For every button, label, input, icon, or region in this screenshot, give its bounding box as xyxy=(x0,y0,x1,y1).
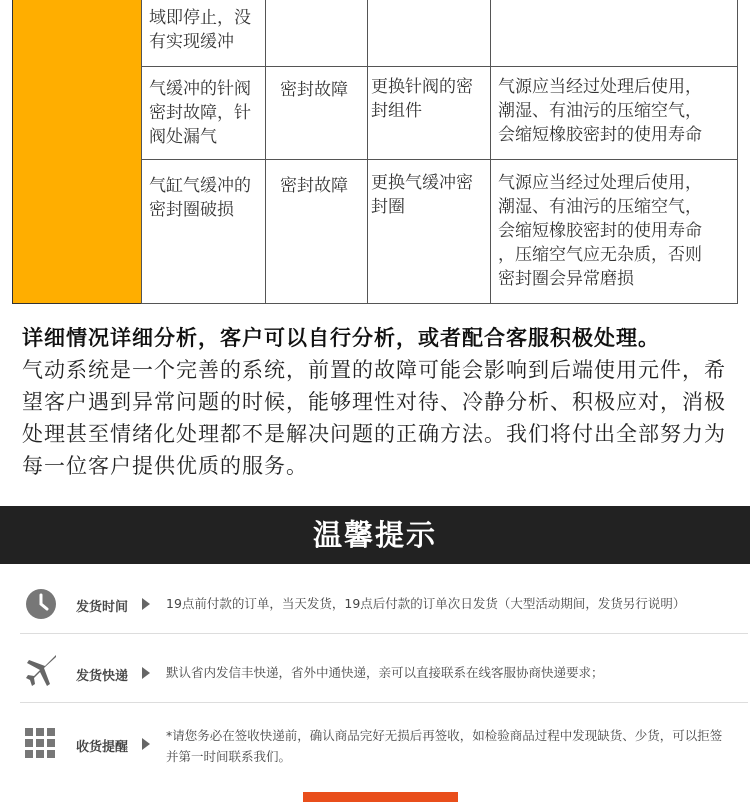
orange-button-partial[interactable] xyxy=(303,792,458,802)
grid-icon xyxy=(25,728,59,762)
table-cell-fault: 密封故障 xyxy=(280,80,348,100)
summary-headline: 详细情况详细分析，客户可以自行分析，或者配合客服积极处理。 xyxy=(22,326,660,350)
summary-body: 气动系统是一个完善的系统，前置的故障可能会影响到后端使用元件，希望客户遇到异常问题的时候，能够理性对待、冷静分析、积极应对，消极处理甚至情绪化处理都不是解决问题的正确方法。我们将付出全部努力为每一位客户提供优质的服务。 xyxy=(22,358,726,478)
tip-text: 默认省内发信丰快递，省外中通快递，亲可以直接联系在线客服协商快递要求； xyxy=(166,665,604,680)
tip-text: *请您务必在签收快递前，确认商品完好无损后再签收，如检验商品过程中发现缺货、少货，可以拒签并第一时间联系我们。 xyxy=(166,728,723,764)
table-orange-column xyxy=(12,0,141,304)
divider xyxy=(20,702,748,703)
table-cell-note: 气源应当经过处理后使用， 潮湿、有油污的压缩空气， 会缩短橡胶密封的使用寿命 xyxy=(498,77,702,145)
clock-icon xyxy=(25,588,59,622)
table-cell-note: 气源应当经过处理后使用， 潮湿、有油污的压缩空气， 会缩短橡胶密封的使用寿命 ，压缩空气应无杂质，否则 密封圈会异常磨损 xyxy=(498,173,702,289)
tips-banner: 温馨提示 xyxy=(0,506,750,564)
chevron-right-icon xyxy=(142,738,150,750)
tip-text: 19点前付款的订单，当天发货，19点后付款的订单次日发货（大型活动期间，发货另行说明） xyxy=(166,596,686,611)
chevron-right-icon xyxy=(142,667,150,679)
airplane-icon xyxy=(25,654,59,688)
table-cell-fault: 密封故障 xyxy=(280,176,348,196)
tip-label: 发货快递 xyxy=(76,669,129,684)
chevron-right-icon xyxy=(142,598,150,610)
tip-label: 发货时间 xyxy=(76,600,129,615)
tip-label: 收货提醒 xyxy=(76,740,129,755)
table-cell-fix: 更换针阀的密 封组件 xyxy=(371,77,473,121)
table-cell-cause: 气缸气缓冲的 密封圈破损 xyxy=(149,176,251,220)
table-cell-cause: 气缓冲的针阀 密封故障，针 阀处漏气 xyxy=(149,79,251,147)
summary-section xyxy=(22,322,732,482)
table-cell-cause: 域即停止，没 有实现缓冲 xyxy=(149,8,251,52)
table-cell-fix: 更换气缓冲密 封圈 xyxy=(371,173,473,217)
divider xyxy=(20,633,748,634)
fault-table xyxy=(12,0,738,305)
